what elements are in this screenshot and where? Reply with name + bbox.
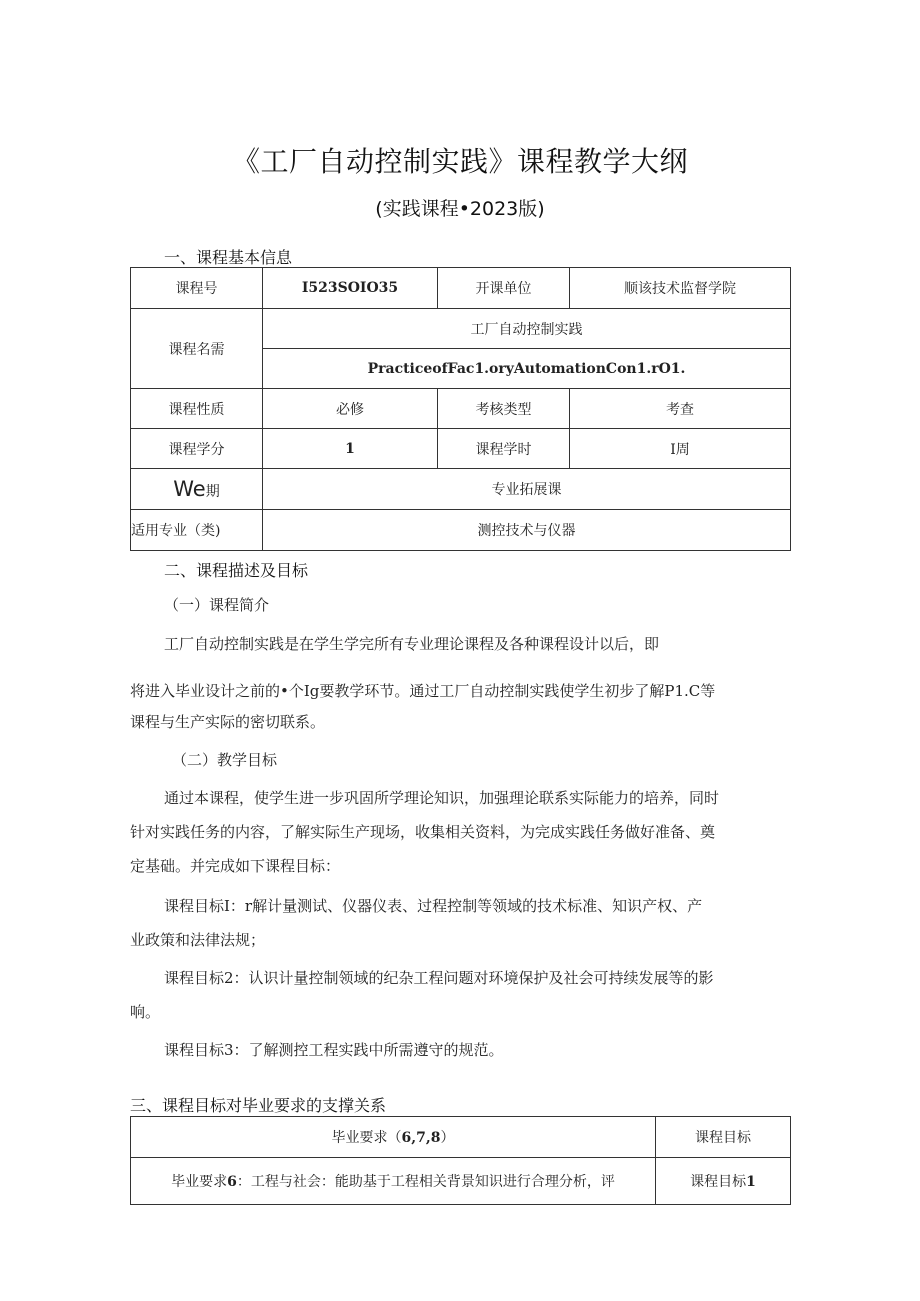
- hours-label: 课程学时: [438, 429, 570, 469]
- major-label: 适用专业（类): [131, 510, 263, 551]
- nature-value: 必修: [263, 389, 438, 429]
- intro-line-2: 将进入毕业设计之前的•个Ig要教学环节。通过工厂自动控制实践使学生初步了解P1.C等: [130, 682, 716, 700]
- page-title: 《工厂自动控制实践》课程教学大纲: [231, 145, 688, 178]
- exam-type-label: 考核类型: [438, 389, 570, 429]
- requirements-header: [131, 1117, 656, 1158]
- course-name-cn: 工厂自动控制实践: [263, 309, 791, 349]
- goals-intro-line-2: 针对实践任务的内容，了解实际生产现场，收集相关资料，为完成实践任务做好准备、奠: [130, 823, 716, 841]
- course-name-label: 课程名需: [131, 309, 263, 389]
- goal-1-line-2: 业政策和法律法规；: [130, 931, 266, 949]
- exam-type-value: 考查: [570, 389, 791, 429]
- goal-2-line-1: 课程目标2：认识计量控制领域的纪杂工程问题对环境保护及社会可持续发展等的影: [164, 969, 714, 987]
- category-label: [131, 469, 263, 510]
- course-name-en: PracticeofFac1.oryAutomationCon1.rO1.: [263, 349, 791, 389]
- goal-1-line-1: 课程目标I：r解计量测试、仪器仪表、过程控制等领域的技术标准、知识产权、产: [164, 897, 703, 915]
- course-no-label: 课程号: [131, 268, 263, 309]
- course-no-value: I523SOIO35: [263, 268, 438, 309]
- dept-value: 顺该技术监督学院: [570, 268, 791, 309]
- table-row: [131, 510, 791, 551]
- intro-line-3: 课程与生产实际的密切联系。: [130, 713, 326, 731]
- requirement-6-goal: [656, 1158, 791, 1205]
- table-row: [131, 1158, 791, 1205]
- requirements-header-suffix: ）: [440, 1130, 455, 1146]
- major-value: 测控技术与仪器: [263, 510, 791, 551]
- category-label-cn: 期: [205, 484, 220, 500]
- requirements-header-prefix: 毕业要求（: [331, 1130, 402, 1146]
- goal-2-line-2: 响。: [130, 1003, 161, 1021]
- section1-heading: 一、课程基本信息: [164, 248, 293, 267]
- goal-header: 课程目标: [656, 1117, 791, 1158]
- requirement-6-goal-prefix: 课程目标: [690, 1174, 747, 1190]
- requirement-6: [131, 1158, 656, 1205]
- table-row: [131, 309, 791, 349]
- hours-value: I周: [570, 429, 791, 469]
- table-row: [131, 389, 791, 429]
- credit-label: 课程学分: [131, 429, 263, 469]
- intro-line-1: 工厂自动控制实践是在学生学完所有专业理论课程及各种课程设计以后，即: [164, 635, 660, 653]
- table-row: [131, 268, 791, 309]
- goal-3: 课程目标3：了解测控工程实践中所需遵守的规范。: [164, 1041, 504, 1059]
- dept-label: 开课单位: [438, 268, 570, 309]
- table-row: [131, 429, 791, 469]
- nature-label: 课程性质: [131, 389, 263, 429]
- category-value: 专业拓展课: [263, 469, 791, 510]
- requirement-6-goal-number: 1: [746, 1174, 756, 1190]
- course-info-table: [130, 267, 791, 551]
- table-row: [131, 1117, 791, 1158]
- intro-heading: （一）课程简介: [164, 596, 270, 614]
- table-row: [131, 469, 791, 510]
- goals-intro-line-1: 通过本课程，使学生进一步巩固所学理论知识，加强理论联系实际能力的培养，同时: [164, 789, 720, 807]
- goals-heading: （二）教学目标: [172, 751, 278, 769]
- requirement-6-prefix: 毕业要求: [171, 1174, 228, 1190]
- section3-heading: 三、课程目标对毕业要求的支撑关系: [130, 1096, 387, 1115]
- requirements-header-numbers: 6,7,8: [401, 1130, 441, 1146]
- requirement-6-text: ：工程与社会：能助基于工程相关背景知识进行合理分析，评: [236, 1174, 615, 1190]
- requirements-table: [130, 1116, 791, 1205]
- category-label-latin: We: [173, 477, 206, 501]
- page-subtitle: (实践课程•2023版): [375, 198, 545, 220]
- credit-value: 1: [263, 429, 438, 469]
- goals-intro-line-3: 定基础。并完成如下课程目标：: [130, 857, 341, 875]
- section2-heading: 二、课程描述及目标: [164, 561, 309, 580]
- requirement-6-number: 6: [227, 1174, 237, 1190]
